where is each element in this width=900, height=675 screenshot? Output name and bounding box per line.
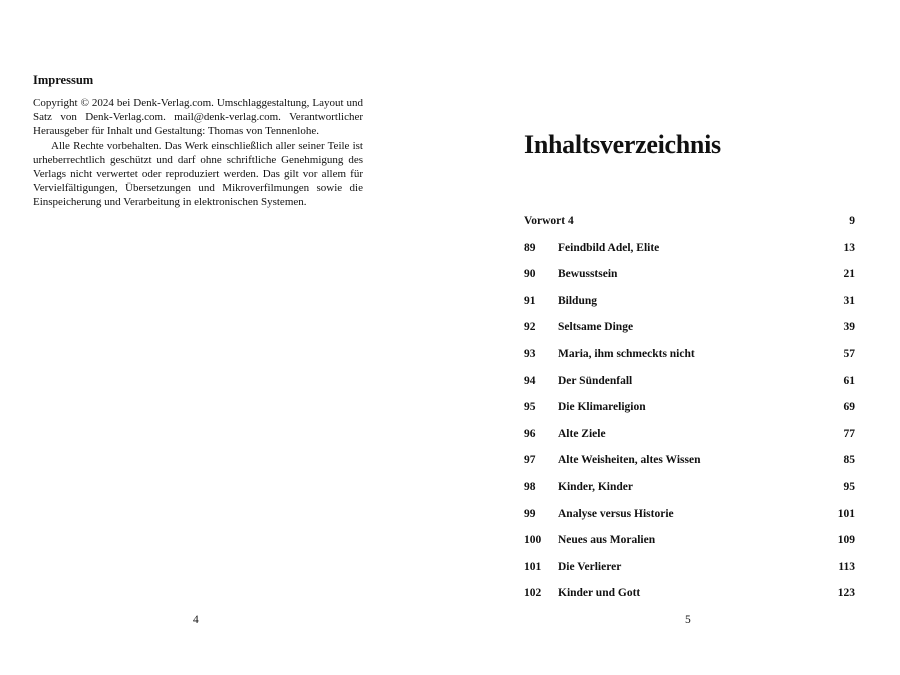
toc-entry-title: Bewusstsein bbox=[558, 268, 618, 281]
imprint-paragraph-copyright: Copyright © 2024 bei Denk-Verlag.com. Umschlaggestaltung, Layout und Satz von Denk-Verlag.com. mail@denk-verlag.com. Verantwortlicher Herausgeber für Inhalt und Gestaltung: Thomas von Tennenlohe. bbox=[33, 97, 363, 138]
toc-entry-title: Kinder und Gott bbox=[558, 587, 641, 600]
imprint-paragraph-rights: Alle Rechte vorbehalten. Das Werk einschließlich aller seiner Teile ist urheberrechtlich geschützt und darf ohne schriftliche Genehmigung des Verlags nicht verwertet oder reproduziert werden. Das gilt vor allem für Vervielfältigungen, Übersetzungen und Mikroverfilmungen sowie die Einspeicherung und Verarbeitung in elektronischen Systemen. bbox=[33, 139, 363, 209]
toc-entry bbox=[524, 585, 855, 612]
toc-entry-title: Die Verlierer bbox=[558, 560, 622, 573]
toc-entry-page: 113 bbox=[838, 560, 855, 573]
toc-title: Inhaltsverzeichnis bbox=[524, 130, 721, 159]
toc-entry bbox=[524, 293, 855, 320]
toc-entry-number: 102 bbox=[524, 587, 542, 600]
toc-entry-number: 97 bbox=[524, 454, 536, 467]
toc-entry bbox=[524, 452, 855, 479]
toc-entry bbox=[524, 426, 855, 453]
toc-entry bbox=[524, 240, 855, 267]
toc-entry-page: 21 bbox=[843, 268, 855, 281]
toc-entry bbox=[524, 479, 855, 506]
toc-entry-number: 90 bbox=[524, 268, 536, 281]
toc-entry bbox=[524, 532, 855, 559]
page-number-left: 4 bbox=[193, 614, 199, 626]
page-number-right: 5 bbox=[685, 614, 691, 626]
toc-entry-page: 85 bbox=[843, 454, 855, 467]
toc-entry-page: 57 bbox=[843, 347, 855, 360]
toc-entry-number: 98 bbox=[524, 480, 536, 493]
toc-entry-title: Der Sündenfall bbox=[558, 374, 633, 387]
toc-entry bbox=[524, 346, 855, 373]
toc-entry-number: 89 bbox=[524, 241, 536, 254]
toc-entry-title: Seltsame Dinge bbox=[558, 321, 634, 334]
toc-entry bbox=[524, 266, 855, 293]
right-page bbox=[450, 0, 900, 675]
toc-entry-number: 93 bbox=[524, 347, 536, 360]
toc-entry bbox=[524, 319, 855, 346]
toc-entry bbox=[524, 213, 855, 240]
toc-entry bbox=[524, 559, 855, 586]
toc-entry-page: 31 bbox=[843, 294, 855, 307]
toc-entry-title: Feindbild Adel, Elite bbox=[558, 241, 660, 254]
toc-entry-title: Alte Ziele bbox=[558, 427, 606, 440]
toc-entry-page: 77 bbox=[843, 427, 855, 440]
table-of-contents bbox=[524, 213, 855, 612]
toc-entry-title: Bildung bbox=[558, 294, 597, 307]
toc-entry-number: 101 bbox=[524, 560, 542, 573]
toc-entry-page: 101 bbox=[837, 507, 855, 520]
toc-entry-title: Maria, ihm schmeckts nicht bbox=[558, 347, 695, 360]
toc-entry-page: 61 bbox=[843, 374, 855, 387]
toc-entry-page: 39 bbox=[843, 321, 855, 334]
toc-entry bbox=[524, 506, 855, 533]
toc-entry-title: Vorwort 4 bbox=[524, 215, 574, 227]
toc-entry-page: 69 bbox=[843, 401, 855, 414]
toc-entry-title: Alte Weisheiten, altes Wissen bbox=[558, 454, 701, 467]
toc-entry-title: Neues aus Moralien bbox=[558, 534, 656, 547]
toc-entry-page: 123 bbox=[837, 587, 855, 600]
toc-entry-page: 9 bbox=[849, 215, 855, 227]
toc-entry-number: 99 bbox=[524, 507, 536, 520]
toc-entry-number: 96 bbox=[524, 427, 536, 440]
toc-entry-number: 94 bbox=[524, 374, 536, 387]
toc-entry bbox=[524, 373, 855, 400]
toc-entry-page: 109 bbox=[837, 534, 855, 547]
toc-entry-number: 91 bbox=[524, 294, 536, 307]
toc-entry-page: 13 bbox=[843, 241, 855, 254]
toc-entry-number: 100 bbox=[524, 534, 542, 547]
toc-entry-title: Analyse versus Historie bbox=[558, 507, 674, 520]
toc-entry-title: Kinder, Kinder bbox=[558, 480, 633, 493]
imprint-heading: Impressum bbox=[33, 73, 94, 87]
imprint-text bbox=[33, 96, 363, 210]
toc-entry-page: 95 bbox=[843, 480, 855, 493]
toc-entry bbox=[524, 399, 855, 426]
toc-entry-title: Die Klimareligion bbox=[558, 401, 646, 414]
toc-entry-number: 92 bbox=[524, 321, 536, 334]
toc-entry-number: 95 bbox=[524, 401, 536, 414]
